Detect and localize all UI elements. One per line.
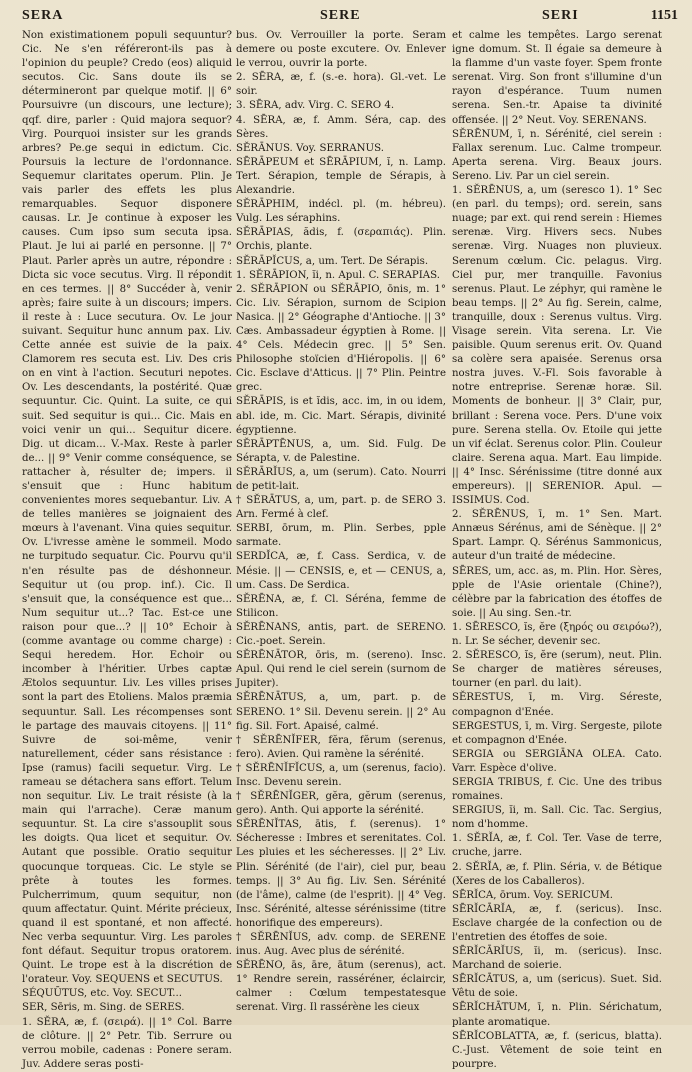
column-3 [452,29,662,1070]
entry-text: 4. SĒRA, æ, f. Amm. Séra, cap. des Sères. [236,114,446,140]
entry-text: bus. Ov. Verrouiller la porte. Seram demere ou poste excutere. Ov. Enlever le verrou, ouvrir la porte. [236,30,446,70]
entry-text: SERBI, ōrum, m. Plin. Serbes, pple sarmate. [236,523,446,549]
entry-text: † SĔRĀTUS, a, um, part. p. de SERO 3. Arn. Fermé à clef. [236,495,446,521]
entry-text: 2. SĔRESCO, ĭs, ĕre (serum), neut. Plin. Se charger de matières séreuses, tourner (en parl. du lait). [452,650,662,690]
entry-text: SĔRĒNO, ās, āre, ātum (serenus), act. 1° Rendre serein, rasséréner, éclaircir, calmer : Cœlum tempestatesque serenat. Virg. Il rassérène les cieux [236,960,446,1014]
entry-text: 1. SĔRĒNUS, a, um (seresco 1). 1° Sec (en parl. du temps); ord. serein, sans nuage; par ext. qui rend serein : Hiemes serenæ. Virg. Hivers secs. Nubes serenæ. Virg. Nuages non pluvieux. Serenum cœlum. Cic. pelagus. Virg. Ciel pur, mer tranquille. Favonius serenus. Plaut. Le zéphyr, qui ramène le beau temps. || 2° Au fig. Serein, calme, tranquille, doux : Serenus vultus. Virg. Visage serein. Vita serena. Lr. Vie paisible. Quum serenus erit. Ov. Quand sa colère sera apaisée. Serenus orsa nostra juves. V.-Fl. Sois favorable à notre entreprise. Serenæ horæ. Sil. Moments de bonheur. || 3° Clair, pur, brillant : Serena voce. Pers. D'une voix pure. Serena stella. Ov. Etoile qui jette un vif éclat. Serenus color. Plin. Couleur claire. Serena aqua. Mart. Eau limpide. || 4° Insc. Sérénissime (titre donné aux empereurs). || SERENIOR. Apul. — ISSIMUS. Cod. [452,185,662,507]
running-header [22,6,678,26]
entry-text: SĒRĬCA, ōrum. Voy. SERICUM. [452,889,614,901]
page-number: 1151 [650,8,678,23]
entry-text: SĔRĀNUS. Voy. SERRANUS. [236,142,384,154]
entry-text: SĔRESTUS, ī, m. Virg. Séreste, compagnon d'Enée. [452,692,662,718]
entry-text: 1. SĔRĀPION, ĭi, n. Apul. C. SERAPIAS. [236,269,441,281]
entry-text: 1. SĔRA, æ, f. (σειρά). || 1° Col. Barre de clôture. || 2° Petr. Tib. Serrure ou verrou mobile, cadenas : Ponere seram. Juv. Addere seras posti- [22,1016,232,1070]
entry-text: SĔRĀPĬCUS, a, um. Tert. De Sérapis. [236,255,429,267]
entry-text: 3. SĒRA, adv. Virg. C. SERO 4. [236,100,395,112]
entry-text: Non existimationem populi sequuntur? Cic. Ne s'en référeront-ils pas à l'opinion du peuple? Credo (eos) aliquid secutos. Cic. Sans doute ils se détermineront par quelque motif. || 6° Poursuivre (un discours, une lecture); qqf. dire, parler : Quid majora sequor? Virg. Pourquoi insister sur les grands arbres? Pe.ge sequi in edictum. Cic. Poursuis la lecture de l'ordonnance. Sequemur claritates operum. Plin. Je vais parler des effets les plus remarquables. Sequor disponere causas. Lr. Je continue à exposer les causes. Cum ipso sum secuta ipsa. Plaut. Je lui ai parlé en personne. || 7° Plaut. Parler après un autre, répondre : Dicta sic voce secutus. Virg. Il répondit en ces termes. || 8° Succéder à, venir après; faire suite à un discours; impers. il reste à : Luce secutura. Ov. Le jour suivant. Sequitur hunc annum pax. Liv. Cette année est suivie de la paix. Clamorem res secuta est. Liv. Des cris on en vint à l'action. Secuturi nepotes. Ov. Les descendants, la postérité. Quæ sequuntur. Cic. Quint. La suite, ce qui suit. Sed sequitur is qui... Cic. Mais en voici venir un qui... Sequitur dicere. Dig. ut dicam... V.-Max. Reste à parler de... || 9° Venir comme conséquence, se rattacher à, résulter de; impers. il s'ensuit que : Hunc habitum convenientes mores sequebantur. Liv. A de telles manières se joignaient des mœurs à l'avenant. Vina quies sequitur. Ov. L'ivresse amène le sommeil. Modo ne turpitudo sequatur. Cic. Pourvu qu'il n'en résulte pas de déshonneur. Sequitur ut (ou prop. inf.). Cic. Il s'ensuit que, la conséquence est que... Num sequitur ut...? Tac. Est-ce une raison pour que...? || 10° Echoir à (comme avantage ou comme charge) : Sequi heredem. Hor. Echoir ou incomber à l'héritier. Urbes captæ Ætolos sequuntur. Liv. Les villes prises sont la part des Etoliens. Malos præmia sequuntur. Sall. Les récompenses sont le partage des mauvais citoyens. || 11° Suivre de soi-même, venir naturellement, céder sans résistance : Ipse (ramus) facili sequetur. Virg. Le rameau se détachera sans effort. Telum non sequitur. Liv. Le trait résiste (à la main qui l'arrache). Ceræ manum sequuntur. St. La cire s'assouplit sous les doigts. Qua licet et sequitur. Ov. Autant que possible. Oratio sequitur quocunque torqueas. Cic. Le style se prête à toutes les formes. Pulcherrimum, quum sequitur, non quum affectatur. Quint. Mérite précieux, quand il est spontané, et non affecté. Nec verba sequuntur. Virg. Les paroles font défaut. Sequitur tropus oratorem. Quint. Le trope est à la discrétion de l'orateur. Voy. SEQUENS et SECUTUS. [22,30,232,986]
entry-text: SER, Sēris, m. Sing. de SERES. [22,1002,185,1014]
right-headword: SERI [542,8,579,23]
entry-text: SĒRĬCOBLATTA, æ, f. (sericus, blatta). C.-Just. Vêtement de soie teint en pourpre. [452,1030,662,1070]
entry-text: SĒRĬCHĀTUM, ī, n. Plin. Sérichatum, plante aromatique. [452,1002,662,1028]
entry-text: SĔRĀPIS, is et ĭdis, acc. im, in ou idem, abl. ide, m. Cic. Mart. Sérapis, divinité égyptienne. [236,396,446,436]
entry-text: SERGESTUS, ī, m. Virg. Sergeste, pilote et compagnon d'Enée. [452,720,662,746]
entry-text: SĔRĒNĬTAS, ātis, f. (serenus). 1° Sécheresse : Imbres et serenitates. Col. Les pluies et les sécheresses. || 2° Liv. Plin. Sérénité (de l'air), ciel pur, beau temps. || 3° Au fig. Liv. Sen. Sérénité (de l'âme), calme (de l'esprit). || 4° Veg. Insc. Sérénité, altesse sérénissime (titre honorifique des empereurs). [236,819,446,929]
column-2 [236,29,446,1019]
entry-text: SERDĬCA, æ, f. Cass. Serdica, v. de Mésie. || — CENSIS, e, et — CENUS, a, um. Cass. De Serdica. [236,551,446,591]
entry-text: † SĔRĒNĬFER, fĕra, fĕrum (serenus, fero). Avien. Qui ramène la sérénité. [236,734,446,760]
entry-text: SĒRĬCĀRĬA, æ, f. (sericus). Insc. Esclave chargée de la confection ou de l'entretien des étoffes de soie. [452,903,662,943]
entry-text: † SĔRĒNĬGER, gĕra, gĕrum (serenus, gero). Anth. Qui apporte la sérénité. [236,791,446,817]
entry-text: 1. SĒRESCO, ĭs, ĕre (ξηρός ou σειρόω?), n. Lr. Se sécher, devenir sec. [452,621,662,648]
entry-text: SERGIA TRIBUS, f. Cic. Une des tribus romaines. [452,776,662,803]
entry-text: SĒRĀPEUM et SĒRĀPIUM, ĭ, n. Lamp. Tert. Sérapion, temple de Sérapis, à Alexandrie. [236,156,446,197]
center-headword: SERE [320,8,361,23]
entry-text: SĔRĀPIAS, ădis, f. (σεραπιάς). Plin. Orchis, plante. [236,227,446,253]
column-1 [22,29,232,1070]
entry-text: SÉQUŪTUS, etc. Voy. SECUT... [22,988,182,1000]
entry-text: SĒRĬCĀRĬUS, ĭi, m. (sericus). Insc. Marchand de soierie. [452,946,662,972]
entry-text: 2. SĒRA, æ, f. (s.-e. hora). Gl.-vet. Le soir. [236,72,446,98]
entry-text: SĔRĒNUM, ī, n. Sérénité, ciel serein : Fallax serenum. Luc. Calme trompeur. Aperta serena. Virg. Beaux jours. Sereno. Liv. Par un ciel serein. [452,128,662,182]
entry-text: SĔRĀPTĒNUS, a, um. Sid. Fulg. De Sérapta, v. de Palestine. [236,438,446,464]
entry-text: SĔRĒNANS, antis, part. de SERENO. Cic.-poet. Serein. [236,621,446,648]
entry-text: SĔRĀRĬUS, a, um (serum). Cato. Nourri de petit-lait. [236,466,446,492]
entry-text: † SĔRĒNĬFĬCUS, a, um (serenus, facio). Insc. Devenu serein. [236,762,446,788]
entry-text: SERGIUS, ĭi, m. Sall. Cic. Tac. Sergius, nom d'homme. [452,805,662,831]
left-headword: SERA [22,8,64,23]
entry-text: SĒRĬCĀTUS, a, um (sericus). Suet. Sid. Vêtu de soie. [452,974,662,1000]
entry-text: SĔRĒNĀTUS, a, um, part. p. de SERENO. 1° Sil. Devenu serein. || 2° Au fig. Sil. Fort. Apaisé, calmé. [236,692,446,732]
entry-text: † SĔRĒNĬUS, adv. comp. de SERENE inus. Aug. Avec plus de sérénité. [236,932,446,958]
entry-text: SĔRĒNA, æ, f. Cl. Séréna, femme de Stilicon. [236,593,446,619]
entry-text: SĔRĀPHIM, indécl. pl. (m. hébreu). Vulg. Les séraphins. [236,199,446,225]
entry-text: SĔRĒNĀTOR, ōris, m. (sereno). Insc. Apul. Qui rend le ciel serein (surnom de Jupiter). [236,650,446,690]
entry-text: SĒRES, um, acc. as, m. Plin. Hor. Sères, pple de l'Asie orientale (Chine?), célèbre par la fabrication des étoffes de soie. || Au sing. Sen.-tr. [452,565,662,619]
entry-text: 2. SĔRĒNUS, ī, m. 1° Sen. Mart. Annæus Sérénus, ami de Sénèque. || 2° Spart. Lampr. Q. Sérénus Sammonicus, auteur d'un traité de médecine. [452,509,662,563]
entry-text: et calme les tempêtes. Largo serenat igne domum. St. Il égaie sa demeure à la flamme d'un vaste foyer. Spem fronte serenat. Virg. Son front s'illumine d'un rayon d'espérance. Tuum numen serena. Sen.-tr. Apaise ta divinité offensée. || 2° Neut. Voy. SERENANS. [452,30,662,126]
entry-text: 1. SĔRĬA, æ, f. Col. Ter. Vase de terre, cruche, jarre. [452,833,662,859]
entry-text: 2. SĔRĬA, æ, f. Plin. Séria, v. de Bétique (Xeres de los Caballeros). [452,861,662,887]
entry-text: SERGIA ou SERGIĀNA OLEA. Cato. Varr. Espèce d'olive. [452,748,662,774]
entry-text: 2. SĔRĀPION ou SĔRĀPIO, ōnis, m. 1° Cic. Liv. Sérapion, surnom de Scipion Nasica. || 2° Géographe d'Antioche. || 3° Cæs. Ambassadeur égyptien à Rome. || 4° Cels. Médecin grec. || 5° Sen. Philosophe stoïcien d'Hiéropolis. || 6° Cic. Esclave d'Atticus. || 7° Plin. Peintre grec. [236,283,446,394]
